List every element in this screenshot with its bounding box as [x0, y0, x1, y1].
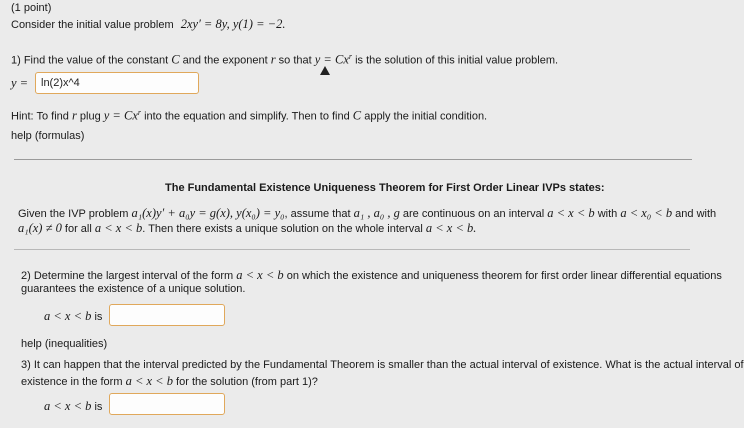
part1-text-a: 1) Find the value of the constant	[11, 54, 169, 67]
theorem-line-1	[18, 206, 716, 221]
theorem-l1-a: Given the IVP problem	[18, 208, 129, 220]
part3-label-is: is	[94, 401, 103, 413]
hint-text-a: Hint: To find	[11, 110, 69, 123]
hint-text	[11, 108, 487, 124]
part3-label-interval: a < x < b	[44, 399, 92, 413]
theorem-l2-eq: a₁(x) ≠ 0	[18, 221, 62, 235]
theorem-l1-c: are continuous on an interval	[402, 208, 545, 220]
theorem-l2-b: . Then there exists a unique solution on the whole interval	[142, 223, 423, 235]
part1-text-c: so that	[278, 54, 312, 67]
part3-text-c: for the solution (from part 1)?	[176, 376, 318, 388]
part3-answer-label	[44, 399, 102, 414]
hint-sup-r: r	[137, 108, 141, 117]
problem-intro: Consider the initial value problem	[11, 19, 174, 31]
problem-equation: 2xy′ = 8y, y(1) = −2.	[180, 17, 286, 31]
help-inequalities-link[interactable]: help (inequalities)	[21, 338, 108, 350]
part1-sup-r: r	[348, 52, 352, 61]
part1-text-d: is the solution of this initial value problem.	[355, 54, 559, 67]
part3-text-b: existence in the form	[21, 376, 123, 388]
divider	[14, 249, 690, 250]
points-label: (1 point)	[11, 2, 52, 14]
hint-formula: y = Cx	[103, 108, 138, 123]
theorem-l2-int2: a < x < b.	[425, 221, 477, 235]
part1-question	[11, 52, 558, 68]
hint-c: C	[352, 108, 362, 123]
theorem-l2-a: for all	[64, 223, 92, 235]
hint-r: r	[71, 108, 77, 123]
part3-answer-input[interactable]	[109, 393, 225, 415]
part2-label-interval: a < x < b	[44, 309, 92, 323]
part3-question-line-1: 3) It can happen that the interval predicted by the Fundamental Theorem is smaller than the actual interval of existence. What is the actual interval of	[21, 359, 744, 371]
part2-interval: a < x < b	[236, 268, 284, 282]
mouse-pointer-icon	[320, 66, 330, 75]
theorem-l1-eq: a₁(x)y′ + a₀y = g(x), y(x₀) = y₀	[131, 206, 285, 220]
part1-answer-label: y =	[11, 76, 29, 90]
part1-formula: y = Cx	[314, 52, 349, 67]
part2-label-is: is	[94, 311, 103, 323]
theorem-title: The Fundamental Existence Uniqueness Theorem for First Order Linear IVPs states:	[165, 182, 605, 194]
part1-answer-value: ln(2)x^4	[41, 77, 80, 89]
theorem-l1-int: a < x < b	[547, 206, 595, 220]
part2-answer-label	[44, 309, 102, 324]
theorem-l1-e: and with	[675, 208, 717, 220]
theorem-l1-vars: a₁ , a₀ , g	[353, 206, 400, 220]
theorem-l1-b: , assume that	[284, 208, 351, 220]
part2-text-a: 2) Determine the largest interval of the form	[21, 270, 234, 282]
theorem-l1-cond: a < x₀ < b	[620, 206, 673, 220]
part3-question-line-2	[21, 374, 318, 389]
hint-text-b: plug	[79, 110, 101, 123]
theorem-l1-d: with	[597, 208, 618, 220]
part1-text-b: and the exponent	[182, 54, 268, 67]
hint-text-c: into the equation and simplify. Then to find	[144, 110, 350, 123]
part1-answer-input[interactable]	[35, 72, 199, 94]
divider	[14, 159, 692, 160]
hint-text-d: apply the initial condition.	[364, 110, 488, 123]
part3-interval: a < x < b	[125, 374, 173, 388]
problem-statement	[11, 17, 285, 32]
theorem-line-2	[18, 221, 476, 236]
part1-c: C	[171, 52, 180, 67]
part2-question-line-2: guarantees the existence of a unique solution.	[21, 283, 246, 295]
help-formulas-link[interactable]: help (formulas)	[11, 130, 85, 142]
part2-text-b: on which the existence and uniqueness theorem for first order linear differential equations	[286, 270, 722, 282]
part1-r: r	[270, 52, 276, 67]
part2-question-line-1	[21, 268, 722, 283]
part2-answer-input[interactable]	[109, 304, 225, 326]
theorem-l2-int: a < x < b	[94, 221, 143, 235]
